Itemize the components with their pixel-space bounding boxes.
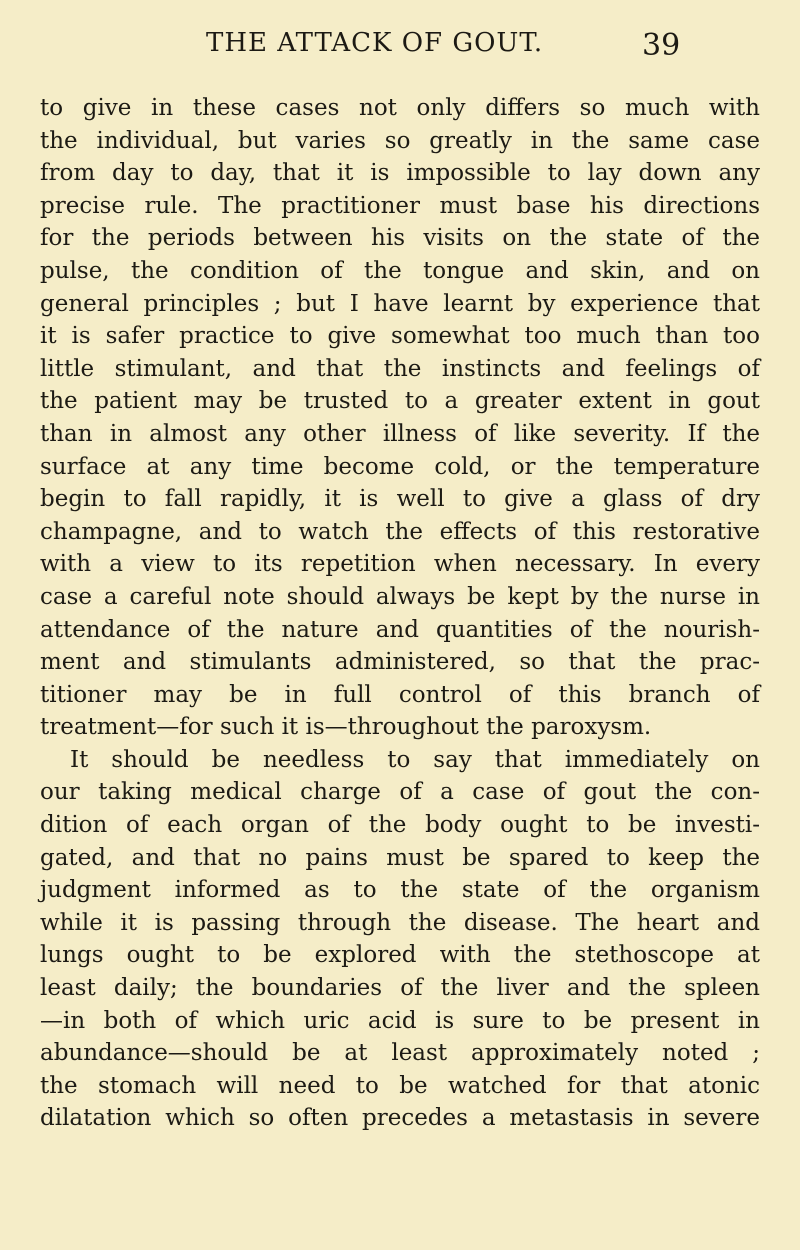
text-line: It should be needless to say that immediately on	[70, 746, 760, 773]
text-line: for the periods between his visits on the state of the	[40, 225, 760, 252]
text-line: dilatation which so often precedes a metastasis in severe	[40, 1105, 760, 1132]
text-line: pulse, the condition of the tongue and skin, and on	[40, 257, 760, 284]
text-line: champagne, and to watch the effects of this restorative	[40, 518, 760, 545]
text-line: surface at any time become cold, or the temperature	[40, 453, 760, 480]
body-text	[40, 92, 760, 1135]
running-head	[0, 28, 800, 68]
text-line: the individual, but varies so greatly in the same case	[40, 127, 760, 154]
text-line: case a careful note should always be kept by the nurse in	[40, 583, 760, 610]
running-title: THE ATTACK OF GOUT.	[206, 28, 544, 58]
text-line: little stimulant, and that the instincts and feelings of	[40, 355, 760, 382]
text-line: from day to day, that it is impossible to lay down any	[40, 160, 760, 187]
text-line: with a view to its repetition when necessary. In every	[40, 551, 760, 578]
text-line: while it is passing through the disease. The heart and	[40, 909, 760, 936]
text-line: the stomach will need to be watched for that atonic	[40, 1072, 760, 1099]
text-line: to give in these cases not only differs so much with	[40, 95, 760, 121]
text-line: treatment—for such it is—throughout the paroxysm.	[40, 714, 652, 741]
text-line: it is safer practice to give somewhat too much than too	[40, 323, 760, 350]
text-line: —in both of which uric acid is sure to be present in	[40, 1007, 760, 1034]
text-line: judgment informed as to the state of the organism	[40, 877, 760, 904]
text-line: gated, and that no pains must be spared to keep the	[40, 844, 760, 871]
text-line: the patient may be trusted to a greater extent in gout	[40, 388, 760, 415]
text-line: precise rule. The practitioner must base his directions	[40, 192, 760, 219]
text-line: lungs ought to be explored with the stethoscope at	[40, 942, 760, 969]
text-line: our taking medical charge of a case of gout the con-	[40, 779, 760, 806]
text-line: attendance of the nature and quantities of the nourish-	[40, 616, 760, 643]
text-line: begin to fall rapidly, it is well to give a glass of dry	[40, 486, 760, 513]
text-line: general principles ; but I have learnt by experience that	[40, 290, 760, 317]
text-line: dition of each organ of the body ought to be investi-	[40, 812, 760, 839]
text-line: ment and stimulants administered, so that the prac-	[40, 649, 760, 676]
text-line: least daily; the boundaries of the liver and the spleen	[40, 975, 760, 1002]
page-number: 39	[642, 28, 681, 63]
text-line: titioner may be in full control of this branch of	[40, 681, 760, 708]
text-line: abundance—should be at least approximately noted ;	[40, 1040, 760, 1067]
text-line: than in almost any other illness of like severity. If the	[40, 420, 760, 447]
